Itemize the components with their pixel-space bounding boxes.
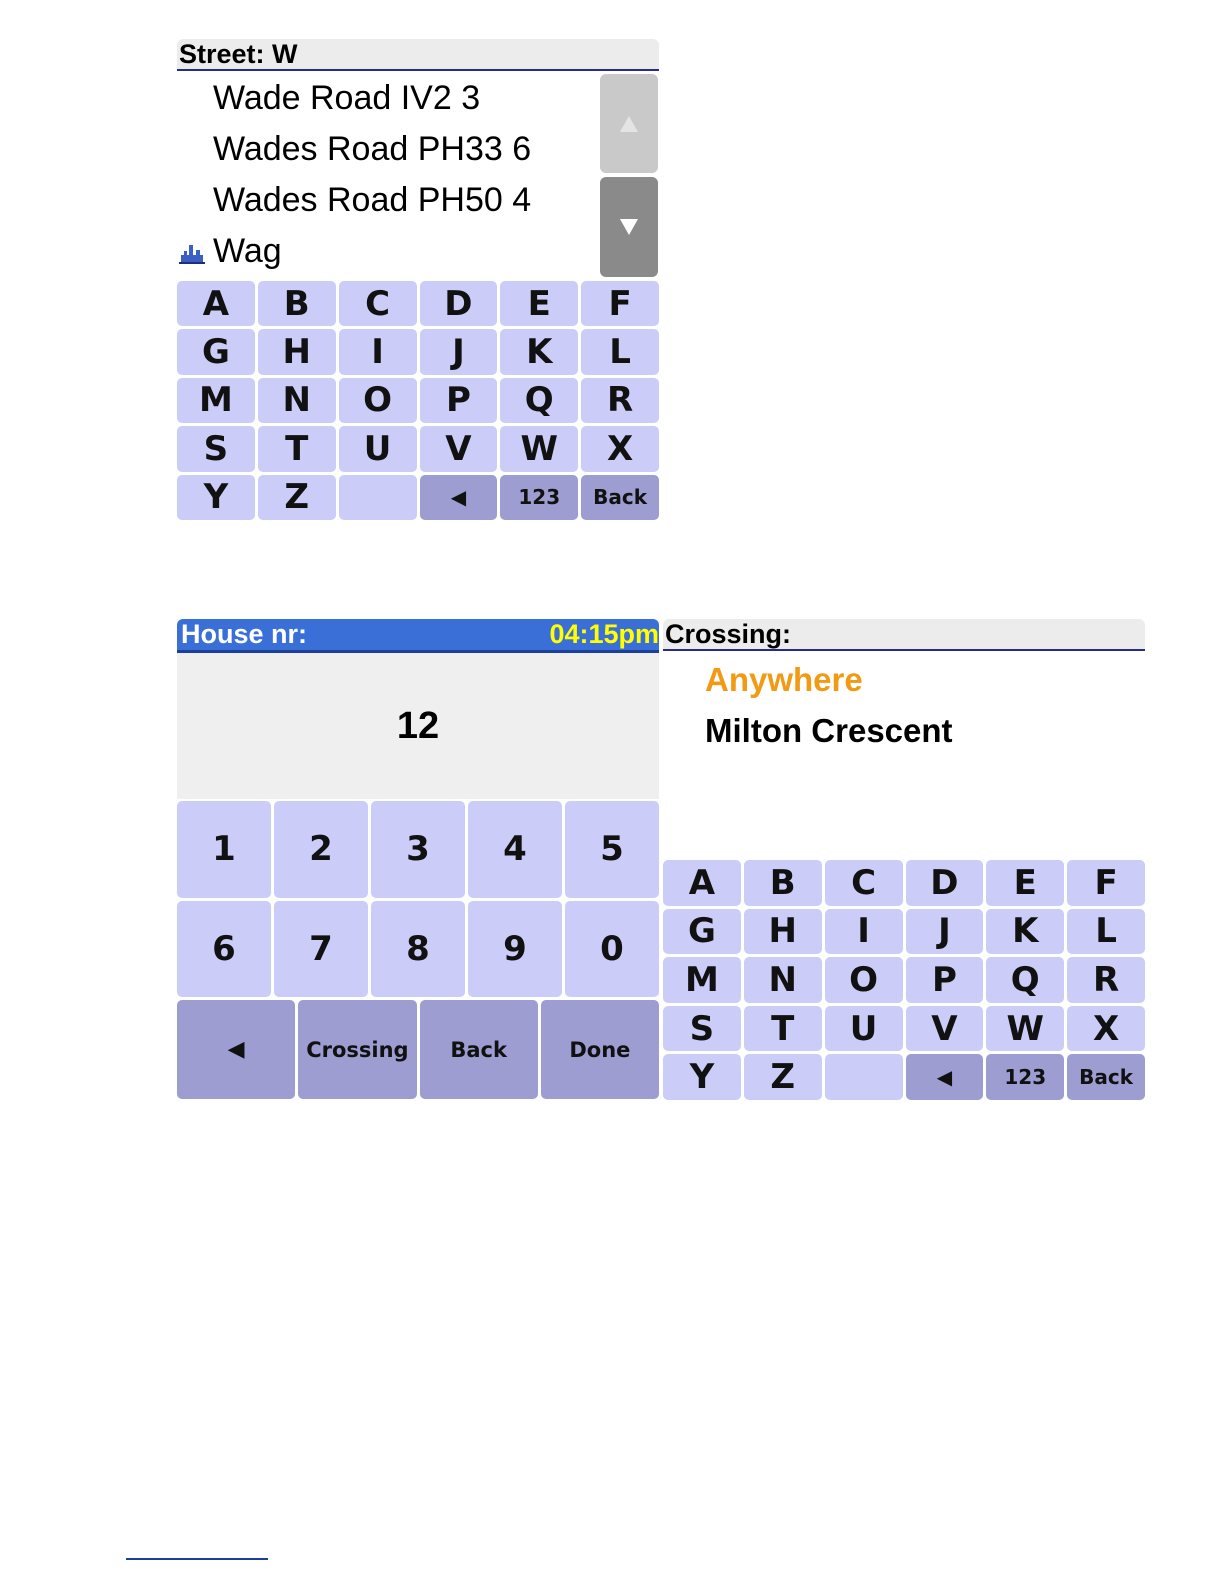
key-z[interactable]: Z (744, 1054, 822, 1100)
house-number-keypad (177, 801, 659, 997)
city-icon (179, 241, 205, 265)
key-a[interactable]: A (663, 860, 741, 906)
key-h[interactable]: H (258, 329, 336, 374)
key-w[interactable]: W (500, 426, 578, 471)
key-t[interactable]: T (744, 1006, 822, 1052)
key-u[interactable]: U (825, 1006, 903, 1052)
scroll-down-button[interactable] (600, 177, 658, 277)
scroll-up-button[interactable] (600, 74, 658, 173)
crossing-header-label: Crossing: (665, 619, 792, 649)
list-item[interactable]: Wades Road PH33 6 (213, 130, 532, 168)
crossing-header (663, 619, 1145, 651)
key-a[interactable]: A (177, 281, 255, 326)
key-v[interactable]: V (906, 1006, 984, 1052)
key-f[interactable]: F (1067, 860, 1145, 906)
key-q[interactable]: Q (500, 378, 578, 423)
key-o[interactable]: O (339, 378, 417, 423)
key-q[interactable]: Q (986, 957, 1064, 1003)
list-item[interactable]: Wades Road PH50 4 (213, 181, 532, 219)
key-3[interactable]: 3 (371, 801, 465, 898)
key-g[interactable]: G (177, 329, 255, 374)
key-j[interactable]: J (906, 909, 984, 955)
house-header-label: House nr: (181, 619, 308, 649)
arrow-left-icon: ◀ (936, 1065, 953, 1090)
key-y[interactable]: Y (663, 1054, 741, 1100)
key-6[interactable]: 6 (177, 901, 271, 998)
key-j[interactable]: J (420, 329, 498, 374)
key-9[interactable]: 9 (468, 901, 562, 998)
clock-time: 04:15pm (549, 619, 659, 649)
back-button[interactable]: Back (1067, 1054, 1145, 1100)
backspace-button[interactable] (906, 1054, 984, 1100)
numbers-button[interactable]: 123 (986, 1054, 1064, 1100)
key-d[interactable]: D (420, 281, 498, 326)
key-o[interactable]: O (825, 957, 903, 1003)
back-button[interactable]: Back (581, 475, 659, 520)
back-button[interactable]: Back (420, 1000, 538, 1099)
key-c[interactable]: C (339, 281, 417, 326)
list-item[interactable]: Milton Crescent (705, 712, 953, 749)
key-f[interactable]: F (581, 281, 659, 326)
street-keyboard (177, 281, 659, 520)
backspace-button[interactable] (177, 1000, 295, 1099)
key-z[interactable]: Z (258, 475, 336, 520)
key-7[interactable]: 7 (274, 901, 368, 998)
key-m[interactable]: M (663, 957, 741, 1003)
key-k[interactable]: K (500, 329, 578, 374)
key-k[interactable]: K (986, 909, 1064, 955)
key-t[interactable]: T (258, 426, 336, 471)
backspace-button[interactable] (420, 475, 498, 520)
key-v[interactable]: V (420, 426, 498, 471)
house-number-value: 12 (396, 705, 440, 747)
numbers-button[interactable]: 123 (500, 475, 578, 520)
key-l[interactable]: L (581, 329, 659, 374)
crossing-results-list (663, 653, 1145, 858)
key-space[interactable] (339, 475, 417, 520)
key-i[interactable]: I (825, 909, 903, 955)
key-b[interactable]: B (744, 860, 822, 906)
crossing-button[interactable]: Crossing (298, 1000, 416, 1099)
key-p[interactable]: P (906, 957, 984, 1003)
key-s[interactable]: S (663, 1006, 741, 1052)
key-d[interactable]: D (906, 860, 984, 906)
key-1[interactable]: 1 (177, 801, 271, 898)
key-s[interactable]: S (177, 426, 255, 471)
street-header (177, 39, 659, 71)
key-5[interactable]: 5 (565, 801, 659, 898)
arrow-down-icon (619, 218, 639, 236)
key-x[interactable]: X (1067, 1006, 1145, 1052)
arrow-left-icon: ◀ (450, 485, 467, 510)
key-w[interactable]: W (986, 1006, 1064, 1052)
crossing-keyboard (663, 860, 1145, 1100)
key-x[interactable]: X (581, 426, 659, 471)
house-number-display (177, 653, 659, 799)
list-item[interactable]: Wag (213, 232, 282, 270)
key-4[interactable]: 4 (468, 801, 562, 898)
key-l[interactable]: L (1067, 909, 1145, 955)
key-8[interactable]: 8 (371, 901, 465, 998)
house-header (177, 619, 659, 653)
key-2[interactable]: 2 (274, 801, 368, 898)
key-h[interactable]: H (744, 909, 822, 955)
street-header-label: Street: W (179, 39, 298, 69)
key-g[interactable]: G (663, 909, 741, 955)
house-action-bar (177, 1000, 659, 1099)
key-p[interactable]: P (420, 378, 498, 423)
street-results-list (177, 73, 597, 279)
key-c[interactable]: C (825, 860, 903, 906)
arrow-up-icon (619, 115, 639, 133)
footnote-divider (126, 1558, 268, 1560)
key-y[interactable]: Y (177, 475, 255, 520)
done-button[interactable]: Done (541, 1000, 659, 1099)
key-b[interactable]: B (258, 281, 336, 326)
key-0[interactable]: 0 (565, 901, 659, 998)
key-u[interactable]: U (339, 426, 417, 471)
key-r[interactable]: R (581, 378, 659, 423)
key-m[interactable]: M (177, 378, 255, 423)
key-n[interactable]: N (744, 957, 822, 1003)
list-item-anywhere[interactable]: Anywhere (705, 661, 863, 698)
key-e[interactable]: E (500, 281, 578, 326)
arrow-left-icon: ◀ (227, 1037, 245, 1062)
key-n[interactable]: N (258, 378, 336, 423)
key-space[interactable] (825, 1054, 903, 1100)
key-i[interactable]: I (339, 329, 417, 374)
list-item[interactable]: Wade Road IV2 3 (213, 79, 481, 117)
key-r[interactable]: R (1067, 957, 1145, 1003)
key-e[interactable]: E (986, 860, 1064, 906)
